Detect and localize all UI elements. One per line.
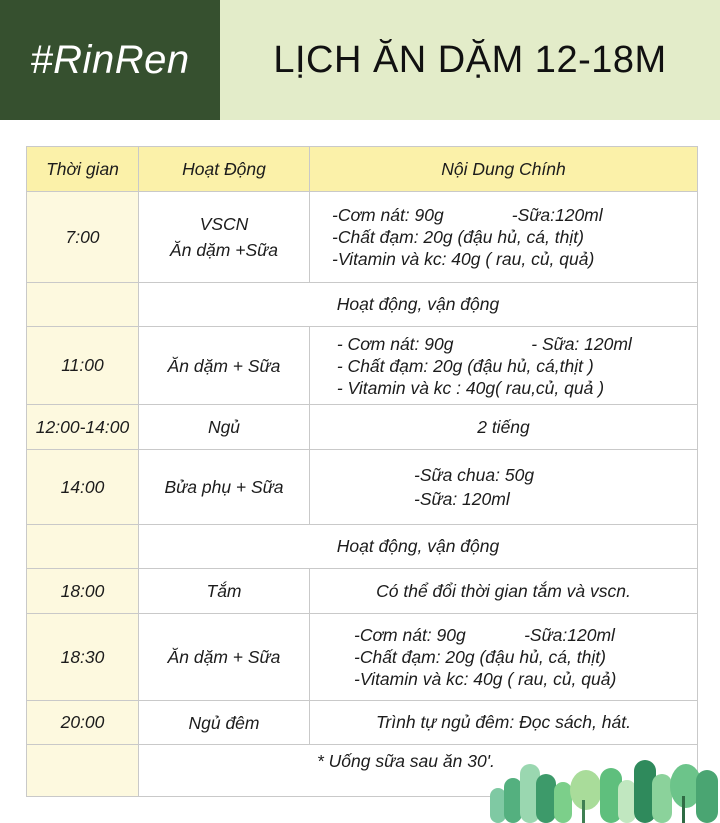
activity-line: Ăn dặm + Sữa bbox=[167, 647, 281, 667]
schedule-table bbox=[26, 146, 698, 797]
content-cell: Có thể đổi thời gian tắm và vscn. bbox=[310, 569, 698, 614]
table-row bbox=[27, 283, 698, 327]
content-line: -Cơm nát: 90g -Sữa:120ml bbox=[354, 625, 615, 645]
content-line: -Vitamin và kc: 40g ( rau, củ, quả) bbox=[354, 669, 617, 689]
activity-line: Ăn dặm +Sữa bbox=[170, 240, 278, 260]
table-header-row bbox=[27, 147, 698, 192]
content-cell bbox=[310, 614, 698, 701]
table-row bbox=[27, 192, 698, 283]
brand-box bbox=[0, 0, 220, 120]
span-note-cell: Hoạt động, vận động bbox=[139, 283, 698, 327]
activity-line: Tắm bbox=[206, 581, 242, 601]
activity-cell bbox=[139, 450, 310, 525]
title-bar bbox=[220, 0, 720, 120]
time-cell bbox=[27, 283, 139, 327]
content-line: -Sữa: 120ml bbox=[414, 489, 510, 509]
header-time: Thời gian bbox=[27, 147, 139, 192]
content-line: - Chất đạm: 20g (đậu hủ, cá,thịt ) bbox=[332, 355, 594, 376]
table-row bbox=[27, 327, 698, 405]
content-line: -Sữa chua: 50g bbox=[414, 465, 535, 485]
table-row bbox=[27, 525, 698, 569]
content-cell bbox=[310, 192, 698, 283]
activity-cell bbox=[139, 327, 310, 405]
content-line: -Chất đạm: 20g (đậu hủ, cá, thịt) bbox=[354, 647, 606, 667]
header bbox=[0, 0, 720, 120]
content-cell: 2 tiếng bbox=[310, 405, 698, 450]
time-cell bbox=[27, 745, 139, 797]
content-cell: Trình tự ngủ đêm: Đọc sách, hát. bbox=[310, 701, 698, 745]
header-content: Nội Dung Chính bbox=[310, 147, 698, 192]
brand-name: #RinRen bbox=[30, 37, 190, 82]
header-activity: Hoạt Động bbox=[139, 147, 310, 192]
milk-note: * Uống sữa sau ăn 30'. bbox=[317, 751, 495, 771]
content-line: -Chất đạm: 20g (đậu hủ, cá, thịt) bbox=[332, 227, 584, 247]
time-cell: 18:00 bbox=[27, 569, 139, 614]
time-cell: 18:30 bbox=[27, 614, 139, 701]
activity-cell bbox=[139, 192, 310, 283]
page-title: LỊCH ĂN DẶM 12-18M bbox=[273, 38, 667, 81]
activity-cell bbox=[139, 614, 310, 701]
activity-line: Ngủ đêm bbox=[188, 712, 260, 733]
content-line: - Vitamin và kc : 40g( rau,củ, quả ) bbox=[332, 377, 605, 398]
activity-cell bbox=[139, 569, 310, 614]
activity-line: Ngủ bbox=[207, 417, 241, 437]
content-line: - Cơm nát: 90g - Sữa: 120ml bbox=[332, 333, 632, 354]
activity-line: Bửa phụ + Sữa bbox=[164, 477, 284, 497]
decorative-trees-illustration bbox=[490, 730, 720, 823]
time-cell: 20:00 bbox=[27, 701, 139, 745]
table-row bbox=[27, 569, 698, 614]
content-cell bbox=[310, 327, 698, 405]
time-cell: 14:00 bbox=[27, 450, 139, 525]
table-row bbox=[27, 614, 698, 701]
content-line: -Cơm nát: 90g -Sữa:120ml bbox=[332, 205, 603, 225]
activity-cell bbox=[139, 405, 310, 450]
time-cell bbox=[27, 525, 139, 569]
activity-line: VSCN bbox=[199, 214, 249, 234]
time-cell: 12:00-14:00 bbox=[27, 405, 139, 450]
span-note-cell: Hoạt động, vận động bbox=[139, 525, 698, 569]
content-line: -Vitamin và kc: 40g ( rau, củ, quả) bbox=[332, 249, 595, 269]
time-cell: 7:00 bbox=[27, 192, 139, 283]
table-row bbox=[27, 405, 698, 450]
activity-line: Ăn dặm + Sữa bbox=[167, 355, 281, 376]
activity-cell bbox=[139, 701, 310, 745]
content-cell bbox=[310, 450, 698, 525]
table-row bbox=[27, 450, 698, 525]
time-cell: 11:00 bbox=[27, 327, 139, 405]
